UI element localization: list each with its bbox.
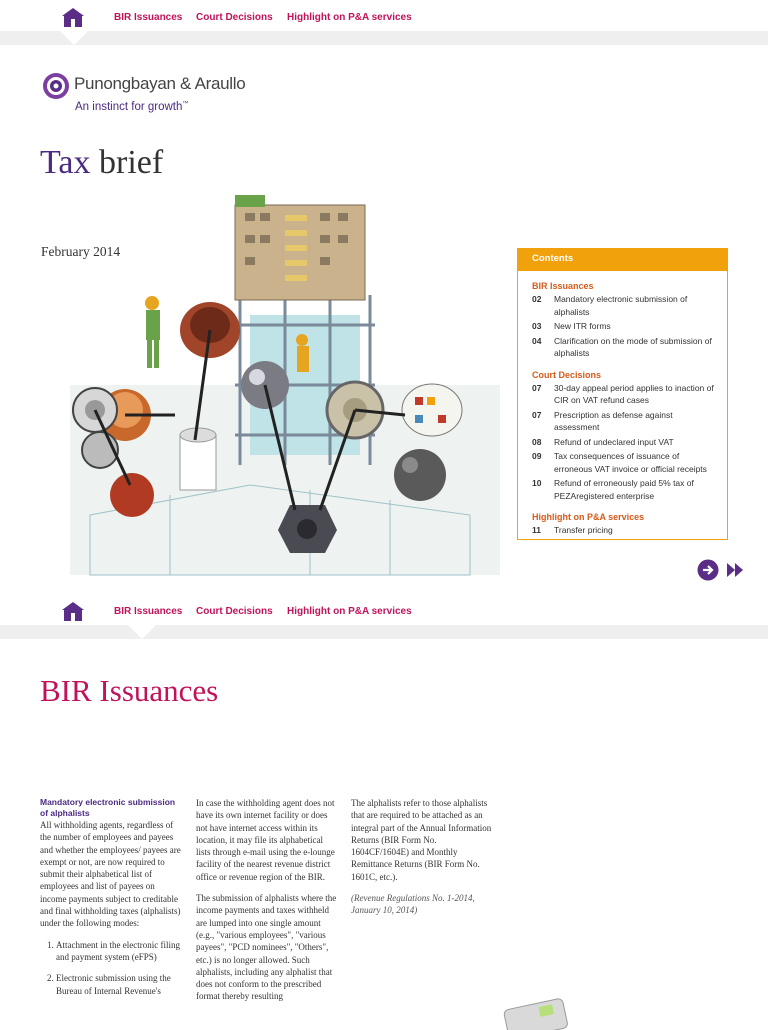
nav-highlight-pa[interactable]: Highlight on P&A services [287, 606, 412, 617]
nav-highlight-pa[interactable]: Highlight on P&A services [287, 12, 412, 23]
cover-date: February 2014 [41, 244, 121, 259]
contents-section-highlight[interactable]: Highlight on P&A services [532, 512, 645, 522]
article-paragraph: All withholding agents, regardless of the number of employees and payees and whether the employees/ payees are exempt or not, are now required to submit their alphabetical list of employees and list of payees on income payments subject to creditable and final withholding taxes (alphalists) under the following modes: [40, 820, 181, 929]
article-paragraph: The submission of alphalists where the income payments and taxes withheld are lumped into one single amount (e.g., "various employees", "various payees", "PCD nominees", "Others", etc.) is no longer allowed. Such alphalists, including any alphalist that does not conform to the prescribed format thereby resulting [196, 893, 337, 1002]
cover-title: Tax brief [40, 144, 164, 181]
nav-pointer [60, 31, 88, 45]
article-paragraph: The alphalists refer to those alphalists that are required to be attached as an integral part of the Annual Information Returns (BIR Form No. 1604CF/1604E) and Monthly Remittance Returns (BIR Form No. 1601C, etc.). [351, 798, 492, 882]
article-list [40, 939, 182, 997]
contents-box [517, 248, 728, 540]
nav-pointer [128, 625, 156, 639]
nav-court-decisions[interactable]: Court Decisions [196, 606, 273, 617]
toc-item[interactable]: 03 New ITR forms [532, 321, 611, 331]
toc-item[interactable]: 09 Tax consequences of issuance of erroneous VAT invoice or official receipts [532, 451, 707, 474]
brand-name: Punongbayan & Araullo [74, 74, 246, 93]
device-illustration [500, 990, 570, 1030]
home-icon[interactable] [62, 601, 84, 621]
article-column-1 [40, 797, 182, 1006]
contents-section-court[interactable]: Court Decisions [532, 369, 602, 380]
home-icon[interactable] [62, 7, 84, 27]
contents-section-bir[interactable]: BIR Issuances [532, 281, 594, 291]
article-column-3 [351, 797, 493, 926]
nav-band [0, 31, 768, 45]
list-item: 1. Attachment in the electronic filing and payment system (eFPS) [56, 939, 182, 964]
toc-item[interactable]: 11 Transfer pricing [532, 525, 613, 535]
section-title: BIR Issuances [40, 673, 219, 708]
toc-item[interactable]: 08 Refund of undeclared input VAT [532, 436, 674, 447]
contents-heading: Contents [518, 249, 727, 271]
nav-court-decisions[interactable]: Court Decisions [196, 12, 273, 23]
toc-item[interactable]: 10 Refund of erroneously paid 5% tax of PEZAregistered enterprise [532, 478, 694, 501]
brand-tagline: An instinct for growth™ [75, 101, 189, 113]
toc-item[interactable]: 02 Mandatory electronic submission of alphalists [532, 294, 688, 317]
article-heading: Mandatory electronic submission of alphalists [40, 797, 176, 818]
mid-navbar [0, 594, 768, 628]
article-citation: (Revenue Regulations No. 1-2014, January 10, 2014) [351, 893, 475, 916]
toc-item[interactable]: 04 Clarification on the mode of submission of alphalists [532, 335, 712, 358]
cover-illustration [50, 185, 520, 585]
top-navbar [0, 0, 768, 34]
pa-logo-icon [42, 72, 70, 100]
article-paragraph: In case the withholding agent does not have its own internet facility or does not have internet access within its location, it may file its alphabetical lists through e-mail using the e-lounge facility of the nearest revenue district office or revenue region of the BIR. [196, 798, 335, 882]
toc-item[interactable]: 07 30-day appeal period applies to inaction of CIR on VAT refund cases [532, 382, 714, 405]
list-item: 2. Electronic submission using the Bureau of Internal Revenue's [56, 972, 182, 997]
nav-bir-issuances[interactable]: BIR Issuances [114, 12, 183, 23]
next-page-icon[interactable] [697, 559, 719, 581]
article-column-2 [196, 797, 338, 1012]
toc-item[interactable]: 07 Prescription as defense against assessment [532, 409, 673, 432]
nav-band [0, 625, 768, 639]
last-page-icon[interactable] [724, 559, 746, 581]
nav-bir-issuances[interactable]: BIR Issuances [114, 606, 183, 617]
